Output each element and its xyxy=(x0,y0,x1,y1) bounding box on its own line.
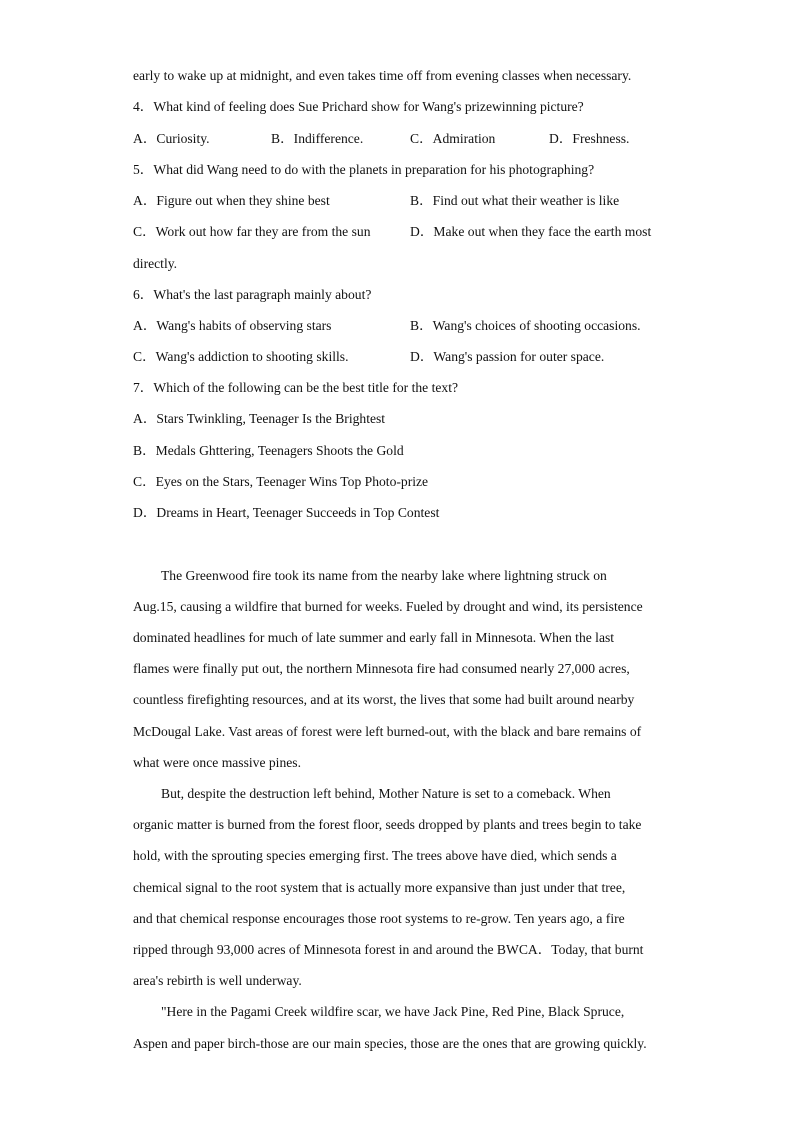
q5-option-c xyxy=(133,223,371,241)
passage-p1-line: countless firefighting resources, and at its worst, the lives that some had built around nearby xyxy=(133,692,635,707)
option-text: Dreams in Heart, Teenager Succeeds in Top Contest xyxy=(156,505,440,520)
question-number: 6． xyxy=(133,287,154,302)
question-stem: What kind of feeling does Sue Prichard show for Wang's prizewinning picture? xyxy=(153,99,584,114)
passage-p2-line: But, despite the destruction left behind, Mother Nature is set to a comeback. When xyxy=(161,786,611,801)
option-label: B． xyxy=(271,131,294,146)
option-label: A． xyxy=(133,318,157,333)
option-text: Freshness. xyxy=(572,131,630,146)
passage-p1-line: Aug.15, causing a wildfire that burned for weeks. Fueled by drought and wind, its persistence xyxy=(133,599,643,614)
q5-option-d xyxy=(410,223,651,241)
option-label: D． xyxy=(549,131,573,146)
intro-tail-text: early to wake up at midnight, and even takes time off from evening classes when necessary. xyxy=(133,68,632,83)
passage-p2-line: chemical signal to the root system that is actually more expansive than just under that tree, xyxy=(133,880,626,895)
option-label: C． xyxy=(133,349,156,364)
option-label: B． xyxy=(133,443,156,458)
option-label: A． xyxy=(133,193,157,208)
q5-option-b xyxy=(410,192,619,210)
passage-p2-line: hold, with the sprouting species emerging first. The trees above have died, which sends a xyxy=(133,848,617,863)
option-text: Wang's passion for outer space. xyxy=(433,349,605,364)
passage-p1-line: flames were finally put out, the northern Minnesota fire had consumed nearly 27,000 acres, xyxy=(133,661,630,676)
q7-option-c xyxy=(133,473,428,491)
passage-p1-line: dominated headlines for much of late summer and early fall in Minnesota. When the last xyxy=(133,630,615,645)
q5-option-a xyxy=(133,192,330,210)
option-label: C． xyxy=(133,224,156,239)
q4-option-a xyxy=(133,130,210,148)
q7-option-d xyxy=(133,504,439,522)
option-text: Figure out when they shine best xyxy=(156,193,330,208)
passage-p2-line: organic matter is burned from the forest floor, seeds dropped by plants and trees begin to take xyxy=(133,817,642,832)
q6-option-b xyxy=(410,317,641,335)
option-text: Wang's habits of observing stars xyxy=(156,318,332,333)
option-text: Stars Twinkling, Teenager Is the Brightest xyxy=(156,411,386,426)
q7-option-b xyxy=(133,442,404,460)
passage-p2-line: ripped through 93,000 acres of Minnesota forest in and around the BWCA．Today, that burnt xyxy=(133,942,644,957)
question-stem: Which of the following can be the best title for the text? xyxy=(153,380,459,395)
question-number: 7． xyxy=(133,380,154,395)
q5-option-d-wrap: directly. xyxy=(133,256,178,271)
q4-option-d xyxy=(549,130,629,148)
option-text: Medals Ghttering, Teenagers Shoots the Gold xyxy=(155,443,404,458)
option-label: D． xyxy=(410,349,434,364)
q4-option-c xyxy=(410,130,495,148)
option-label: B． xyxy=(410,318,433,333)
q6-option-c xyxy=(133,348,348,366)
option-label: D． xyxy=(133,505,157,520)
q4-option-b xyxy=(271,130,363,148)
option-label: A． xyxy=(133,131,157,146)
option-label: D． xyxy=(410,224,434,239)
option-text: Eyes on the Stars, Teenager Wins Top Photo-prize xyxy=(155,474,429,489)
q7-option-a xyxy=(133,410,385,428)
question-7 xyxy=(133,379,458,397)
option-text: Indifference. xyxy=(293,131,364,146)
passage-p3-line: "Here in the Pagami Creek wildfire scar, we have Jack Pine, Red Pine, Black Spruce, xyxy=(161,1004,625,1019)
passage-p3-line: Aspen and paper birch-those are our main species, those are the ones that are growing quickly. xyxy=(133,1036,647,1051)
option-text: Find out what their weather is like xyxy=(432,193,620,208)
question-number: 5． xyxy=(133,162,154,177)
passage-p1-line: The Greenwood fire took its name from the nearby lake where lightning struck on xyxy=(161,568,607,583)
option-label: A． xyxy=(133,411,157,426)
q6-option-d xyxy=(410,348,604,366)
passage-p2-line: area's rebirth is well underway. xyxy=(133,973,302,988)
passage-p1-line: what were once massive pines. xyxy=(133,755,301,770)
question-6 xyxy=(133,286,371,304)
option-text: Wang's addiction to shooting skills. xyxy=(155,349,349,364)
option-text: Curiosity. xyxy=(156,131,210,146)
question-number: 4． xyxy=(133,99,154,114)
option-label: C． xyxy=(410,131,433,146)
q6-option-a xyxy=(133,317,331,335)
question-stem: What's the last paragraph mainly about? xyxy=(153,287,372,302)
option-label: C． xyxy=(133,474,156,489)
question-5 xyxy=(133,161,594,179)
option-label: B． xyxy=(410,193,433,208)
passage-p1-line: McDougal Lake. Vast areas of forest were left burned-out, with the black and bare remains of xyxy=(133,724,642,739)
question-stem: What did Wang need to do with the planets in preparation for his photographing? xyxy=(153,162,595,177)
passage-p2-line: and that chemical response encourages those root systems to re-grow. Ten years ago, a fire xyxy=(133,911,625,926)
option-text: Make out when they face the earth most xyxy=(433,224,652,239)
option-text: Work out how far they are from the sun xyxy=(155,224,371,239)
option-text: Wang's choices of shooting occasions. xyxy=(432,318,641,333)
option-text: Admiration xyxy=(432,131,496,146)
question-4 xyxy=(133,98,584,116)
